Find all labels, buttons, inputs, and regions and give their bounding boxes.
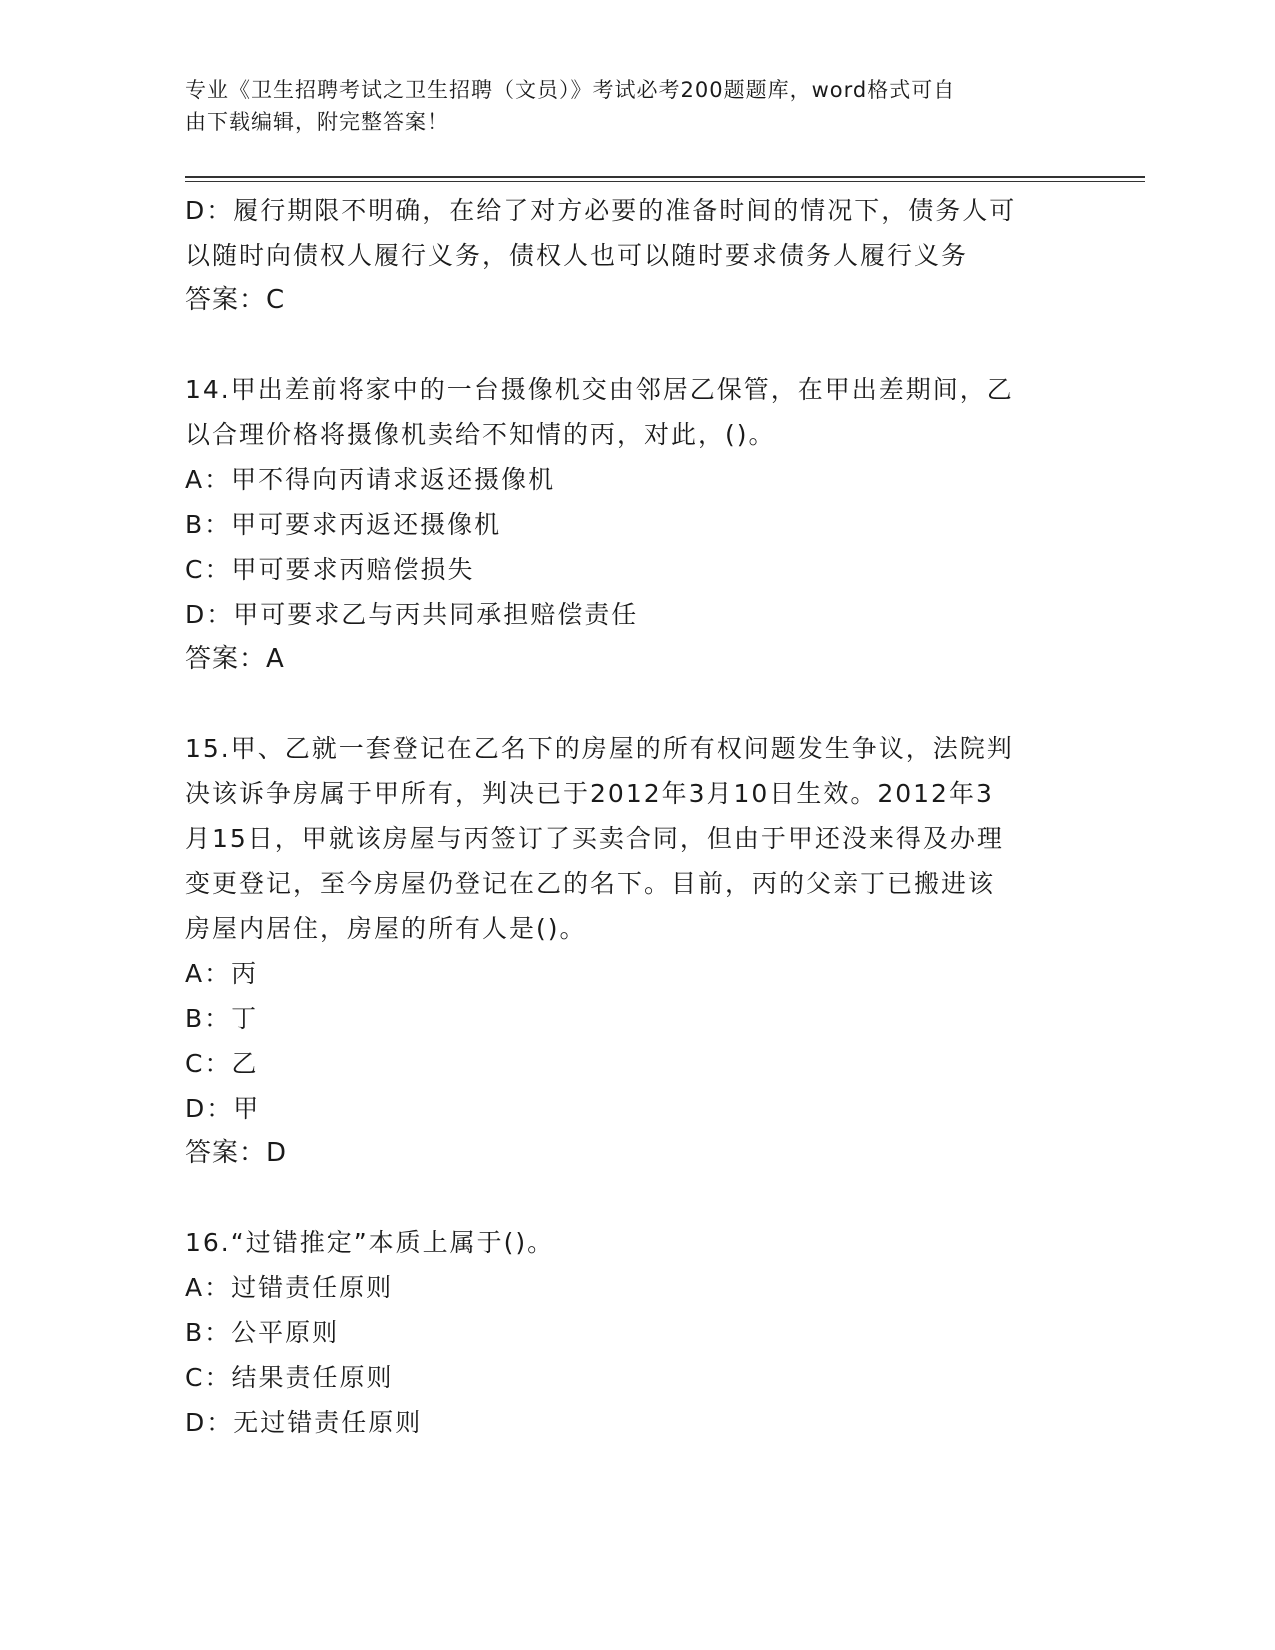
question-16 (185, 1220, 1065, 1445)
stem-line: 15.甲、乙就一套登记在乙名下的房屋的所有权问题发生争议，法院判 (185, 734, 1014, 763)
answer-line: 答案：C (185, 285, 286, 315)
page-header (185, 74, 1065, 138)
stem-line: 房屋内居住，房屋的所有人是()。 (185, 914, 587, 943)
stem-line: 决该诉争房属于甲所有，判决已于2012年3月10日生效。2012年3 (185, 779, 994, 808)
question-stem (185, 1220, 1065, 1265)
stem-line: 月15日，甲就该房屋与丙签订了买卖合同，但由于甲还没来得及办理 (185, 824, 1004, 853)
stem-line: 以合理价格将摄像机卖给不知情的丙，对此，()。 (185, 420, 776, 449)
question-stem (185, 726, 1065, 951)
question-13-tail (185, 188, 1065, 323)
spacer (185, 323, 1065, 367)
header-line: 由下载编辑，附完整答案！ (185, 110, 449, 134)
option-d: D：甲 (185, 1094, 261, 1123)
option-d: D：无过错责任原则 (185, 1408, 423, 1437)
option-d: D：甲可要求乙与丙共同承担赔偿责任 (185, 600, 639, 629)
option-a: A：甲不得向丙请求返还摄像机 (185, 465, 556, 494)
option-c: C：结果责任原则 (185, 1363, 394, 1392)
answer-line: 答案：D (185, 1138, 288, 1168)
question-content (185, 188, 1065, 1445)
option-line: 以随时向债权人履行义务，债权人也可以随时要求债务人履行义务 (185, 241, 969, 270)
option-line: D：履行期限不明确，在给了对方必要的准备时间的情况下，债务人可 (185, 196, 1017, 225)
header-divider-thin (185, 181, 1145, 182)
stem-line: 14.甲出差前将家中的一台摄像机交由邻居乙保管，在甲出差期间，乙 (185, 375, 1014, 404)
header-divider-thick (185, 176, 1145, 178)
option-d (185, 188, 1065, 278)
answer-line: 答案：A (185, 644, 285, 674)
question-14 (185, 367, 1065, 682)
stem-line: 变更登记，至今房屋仍登记在乙的名下。目前，丙的父亲丁已搬进该 (185, 869, 996, 898)
option-a: A：丙 (185, 959, 259, 988)
spacer (185, 1176, 1065, 1220)
option-b: B：甲可要求丙返还摄像机 (185, 510, 502, 539)
option-a: A：过错责任原则 (185, 1273, 394, 1302)
spacer (185, 682, 1065, 726)
option-b: B：公平原则 (185, 1318, 340, 1347)
option-c: C：甲可要求丙赔偿损失 (185, 555, 475, 584)
question-stem (185, 367, 1065, 457)
option-c: C：乙 (185, 1049, 259, 1078)
stem-line: 16.“过错推定”本质上属于()。 (185, 1228, 555, 1257)
option-b: B：丁 (185, 1004, 259, 1033)
header-line: 专业《卫生招聘考试之卫生招聘（文员）》考试必考200题题库，word格式可自 (185, 78, 956, 102)
question-15 (185, 726, 1065, 1176)
